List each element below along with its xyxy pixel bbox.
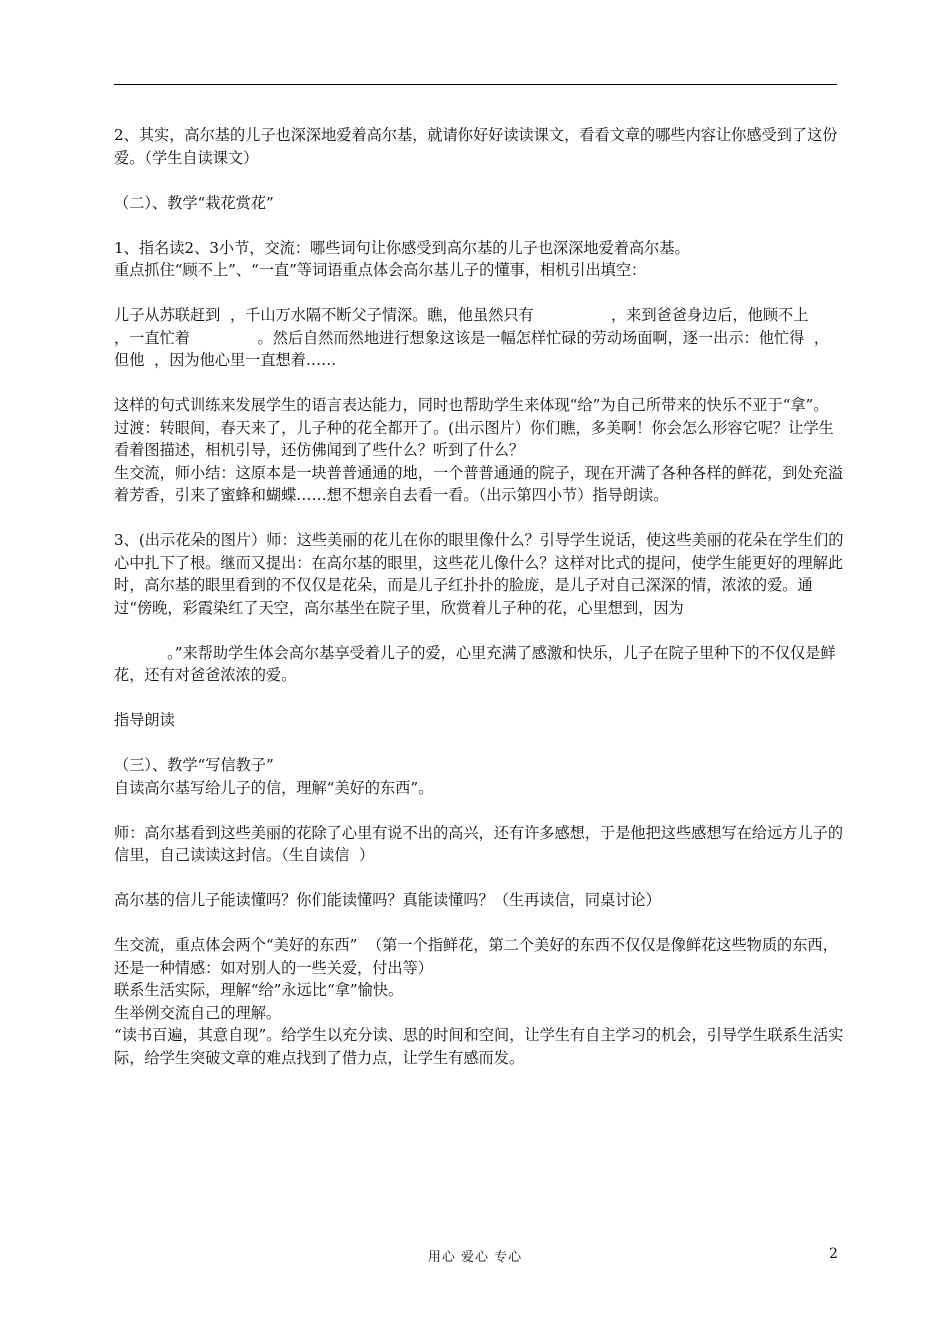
paragraph-4: 重点抓住“顾不上”、“一直”等词语重点体会高尔基儿子的懂事，相机引出填空： [114,261,647,279]
paragraph-9: 3、(出示花朵的图片）师：这些美丽的花儿在你的眼里像什么？引导学生说话，使这些美丽的花朵在学生们的心中扎下了根。继而又提出：在高尔基的眼里，这些花儿像什么？这样对比式的提问，使学生能更好的理解此时，高尔基的眼里看到的不仅仅是花朵，而是儿子红扑扑的脸庞，是儿子对自己深深的情，浓浓的爱。通过“傍晚，彩霞染红了天空，高尔基坐在院子里，欣赏着儿子种的花，心里想到，因为 [114,531,844,617]
header-rule [114,84,837,85]
fill-in-exercise: 儿子从苏联赶到 ，千山万水隔不断父子情深。瞧，他虽然只有 ，来到爸爸身边后，他顾不上 ，一直忙着 。然后自然而然地进行想象这该是一幅怎样忙碌的劳动场面啊，逐一出示：他忙得 ，但他 ，因为他心里一直想着…… [114,306,867,369]
paragraph-16: 生交流，重点体会两个“美好的东西” （第一个指鲜花，第二个美好的东西不仅仅是像鲜花这些物质的东西，还是一种情感：如对别人的一些关爱，付出等） [114,936,838,977]
paragraph-13: 自读高尔基写给儿子的信，理解“美好的东西”。 [114,778,434,797]
paragraph-14: 师：高尔基看到这些美丽的花除了心里有说不出的高兴，还有许多感想，于是他把这些感想写在给远方儿子的信里，自己读读这封信。（生自读信 ） [114,823,843,864]
footer-motto: 用心 爱心 专心 [427,1250,523,1265]
page-number: 2 [829,1246,838,1262]
section-heading-3: （三）、教学“写信教子” [114,756,274,774]
paragraph-18: 生举例交流自己的理解。 [114,1003,282,1022]
paragraph-1: 2、其实，高尔基的儿子也深深地爱着高尔基，就请你好好读读课文，看看文章的哪些内容让你感受到了这份爱。（学生自读课文） [114,126,838,167]
paragraph-6: 这样的句式训练来发展学生的语言表达能力，同时也帮助学生来体现“给”为自己所带来的快乐不亚于“拿”。 [114,396,829,414]
document-body [114,124,867,1069]
paragraph-3: 1、指名读2、3小节，交流：哪些词句让你感受到高尔基的儿子也深深地爱着高尔基。 [114,238,690,257]
paragraph-11: 指导朗读 [114,711,175,729]
paragraph-15: 高尔基的信儿子能读懂吗？你们能读懂吗？真能读懂吗？（生再读信，同桌讨论） [114,891,661,909]
paragraph-8: 生交流，师小结：这原本是一块普普通通的地，一个普普通通的院子，现在开满了各种各样的鲜花，到处充溢着芳香，引来了蜜蜂和蝴蝶……想不想亲自去看一看。（出示第四小节）指导朗读。 [114,463,843,504]
paragraph-10: 。”来帮助学生体会高尔基享受着儿子的爱，心里充满了感激和快乐，儿子在院子里种下的不仅仅是鲜花，还有对爸爸浓浓的爱。 [114,643,836,684]
section-heading-2: （二）、教学“栽花赏花” [114,193,274,212]
paragraph-19: “读书百遍，其意自现”。给学生以充分读、思的时间和空间，让学生有自主学习的机会，引导学生联系生活实际，给学生突破文章的难点找到了借力点，让学生有感而发。 [114,1026,844,1067]
paragraph-17: 联系生活实际，理解“给”永远比“拿”愉快。 [114,981,404,999]
paragraph-7: 过渡：转眼间，春天来了，儿子种的花全都开了。(出示图片）你们瞧，多美啊！你会怎么形容它呢？让学生看着图描述，相机引导，还仿佛闻到了些什么？听到了什么？ [114,418,834,459]
